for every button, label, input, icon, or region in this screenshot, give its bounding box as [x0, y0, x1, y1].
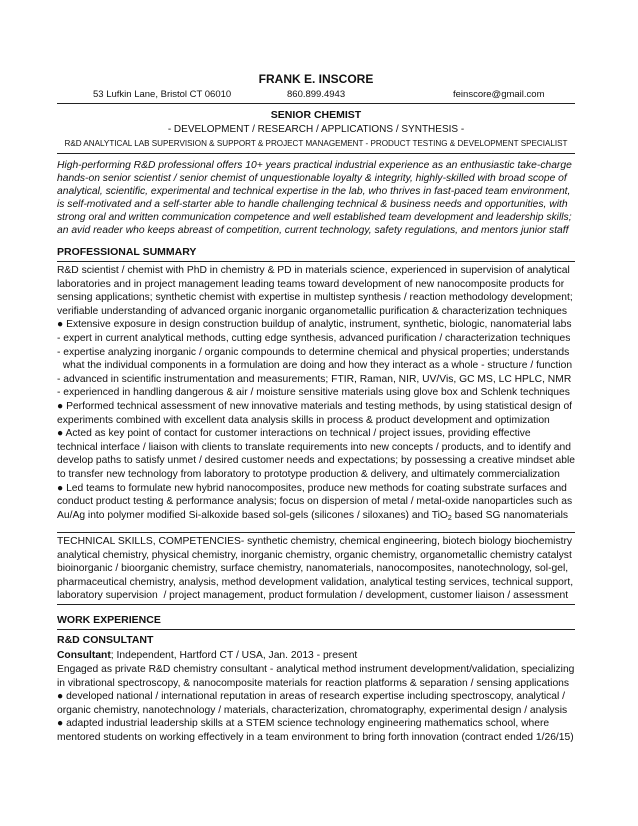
- email: feinscore@gmail.com: [453, 89, 545, 100]
- intro-paragraph: High-performing R&D professional offers 10+ years practical industrial experience as an enthusiastic take-charge hands-on senior scientist / senior chemist of unquestionable loyalty & integrity, highly-skilled with broad scope of analytical, scientific, experimental and technical expertise in the lab, who thrives in fast-paced team environment, is self-motivated and a self-starter able to handle challenging technical & business needs and opportunities, with strong oral and written communication competence and well established team development and leadership skills; an avid reader who keeps abreast of competition, current technology, safety regulations, and mentors junior staff: [57, 160, 572, 237]
- candidate-name: FRANK E. INSCORE: [258, 72, 374, 86]
- divider: [57, 629, 575, 630]
- technical-skills: TECHNICAL SKILLS, COMPETENCIES- synthetic chemistry, chemical engineering, biotech biology biochemistry analytical chemistry, physical chemistry, inorganic chemistry, organic chemistry, organometallic chemistry catalyst bioinorganic / bioorganic chemistry, surface chemistry, nanomaterials, nanocomposites, nanotechnology, sol-gel, pharmaceutical chemistry, analysis, method development validation, analytical testing services, technical support, laboratory supervision / project management, product formulation / development, customer liaison / assessment: [57, 536, 574, 602]
- divider: [57, 103, 575, 104]
- phone: 860.899.4943: [287, 89, 346, 100]
- work-job-title: R&D CONSULTANT: [57, 634, 154, 646]
- work-role: Consultant; Independent, Hartford CT / USA, Jan. 2013 - present: [57, 650, 358, 661]
- contact-line: [57, 89, 575, 101]
- address: 53 Lufkin Lane, Bristol CT 06010: [93, 89, 232, 100]
- section-heading-work: WORK EXPERIENCE: [57, 614, 161, 626]
- summary-text: R&D scientist / chemist with PhD in chemistry & PD in materials science, experienced in supervision of analytical laboratories and in project management leading teams toward development of new nanocomposite products for sensing applications; synthetic chemist with expertise in multistep synthesis / reaction methodology development; verifiable understanding of advanced organic inorganic organometallic purification & characterization techniques ● Extensive exposure in design construction buildup of analytic, instrument, synthetic, biologic, nanomaterial labs - expert in current analytical methods, cutting edge synthesis, advanced purification / characterization techniques - expertise analyzing inorganic / organic compounds to determine chemical and physical properties; understands what the individual components in a formulation are doing and how they interact as a whole - structure / function - advanced in scientific instrumentation and measurements; FTIR, Raman, NIR, UV/Vis, GC MS, LC HPLC, NMR - experienced in handling dangerous & air / moisture sensitive materials using glove box and Schlenk techniques ● Performed technical assessment of new innovative materials and testing methods, by using statistical design of experiments combined with excellent data analysis skills in process & product development and optimization ● Acted as key point of contact for customer interactions on technical / project issues, providing effective technical interface / liaison with clients to translate requirements into new concepts / products, and to identify and develop paths to satisfy unmet / desired customer needs and expectations; by possessing a creative mindset able to transfer new technology from laboratory to prototype production & delivery, and ultimately commercialization ● Led teams to formulate new hybrid nanocomposites, produce new methods for coating substrate surfaces and conduct product testing & performance analysis; focus on dispersion of metal / metal-oxide nanoparticles such as Au/Ag into polymer modified Si-alkoxide based sol-gels (silicones / siloxanes) and TiO$_2$ based SG nanomaterials: [57, 265, 575, 522]
- divider: [57, 604, 575, 605]
- section-heading-summary: PROFESSIONAL SUMMARY: [57, 246, 197, 258]
- specialties: R&D ANALYTICAL LAB SUPERVISION & SUPPORT & PROJECT MANAGEMENT - PRODUCT TESTING & DEVELOPMENT SPECIALIST: [64, 139, 568, 148]
- subtitle: - DEVELOPMENT / RESEARCH / APPLICATIONS / SYNTHESIS -: [167, 124, 465, 135]
- job-title: SENIOR CHEMIST: [270, 109, 362, 121]
- divider: [57, 532, 575, 533]
- divider: [57, 153, 575, 154]
- work-details: Engaged as private R&D chemistry consultant - analytical method instrument development/validation, specializing in vibrational spectroscopy, & nanocomposite materials for reaction platforms & separation / sensing applications ● developed national / international reputation in areas of research expertise including spectroscopy, analytical / organic chemistry, nanotechnology / materials, characterization, chromatography, experimental design / analysis ● adapted industrial leadership skills at a STEM science technology engineering mathematics school, where mentored students on working effectively in a team environment to bring forth innovation (contract ended 1/26/15): [57, 664, 575, 743]
- divider: [57, 261, 575, 262]
